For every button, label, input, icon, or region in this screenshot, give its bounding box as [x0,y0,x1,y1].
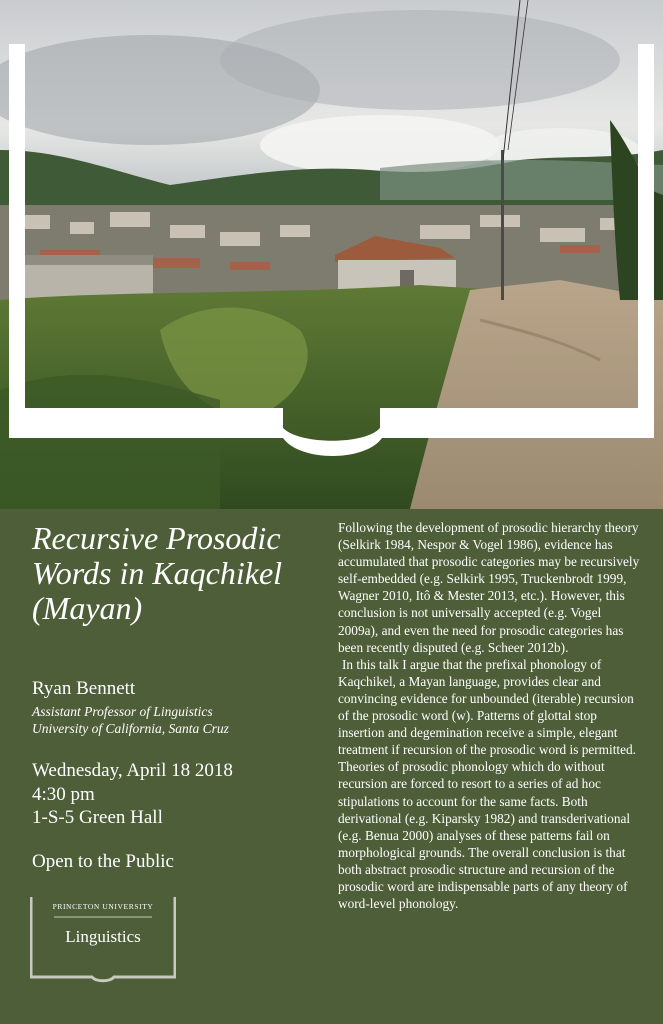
landscape-photo-icon [0,0,663,509]
event-time: 4:30 pm [32,784,95,805]
abstract [338,519,640,912]
speaker-affiliation: University of California, Santa Cruz [32,721,229,736]
event-location: 1-S-5 Green Hall [32,807,163,828]
audience-note: Open to the Public [32,851,174,872]
header-photo [0,0,663,509]
event-date: Wednesday, April 18 2018 [32,760,233,781]
talk-title: Recursive Prosodic Words in Kaqchikel (Mayan) [32,520,283,626]
speaker-name: Ryan Bennett [32,678,136,699]
abstract-paragraph-1: Following the development of prosodic hierarchy theory (Selkirk 1984, Nespor & Vogel 1986), evidence has accumulated that prosodic categories may be recursively self-embedded (e.g. Selkirk 1995, Truckenbrodt 1999, Wagner 2010, Itô & Mester 2013, etc.). However, this conclusion is not universally accepted (e.g. Vogel 2009a), and even the need for prosodic categories has been recently disputed (e.g. Scheer 2012b). [338,520,640,655]
logo-department: Linguistics [65,927,141,946]
logo-university: PRINCETON UNIVERSITY [52,902,154,911]
abstract-paragraph-2: In this talk I argue that the prefixal phonology of Kaqchikel, a Mayan language, provides clear and convincing evidence for unbounded (iterable) recursion of the prosodic word (w). Patterns of glottal stop insertion and degemination receive a simple, elegant treatment if recursion of the prosodic word is permitted. Theories of prosodic phonology which do without recursion are forced to resort to a series of ad hoc stipulations to account for the same facts. Both derivational (e.g. Kiparsky 1982) and transderivational (e.g. Benua 2000) analyses of these patterns fail on morphological grounds. The overall conclusion is that both abstract prosodic structure and recursion of the prosodic word are indispensable parts of any theory of word-level phonology. [338,656,636,912]
princeton-linguistics-logo [30,893,176,983]
speaker-position: Assistant Professor of Linguistics [32,704,213,719]
